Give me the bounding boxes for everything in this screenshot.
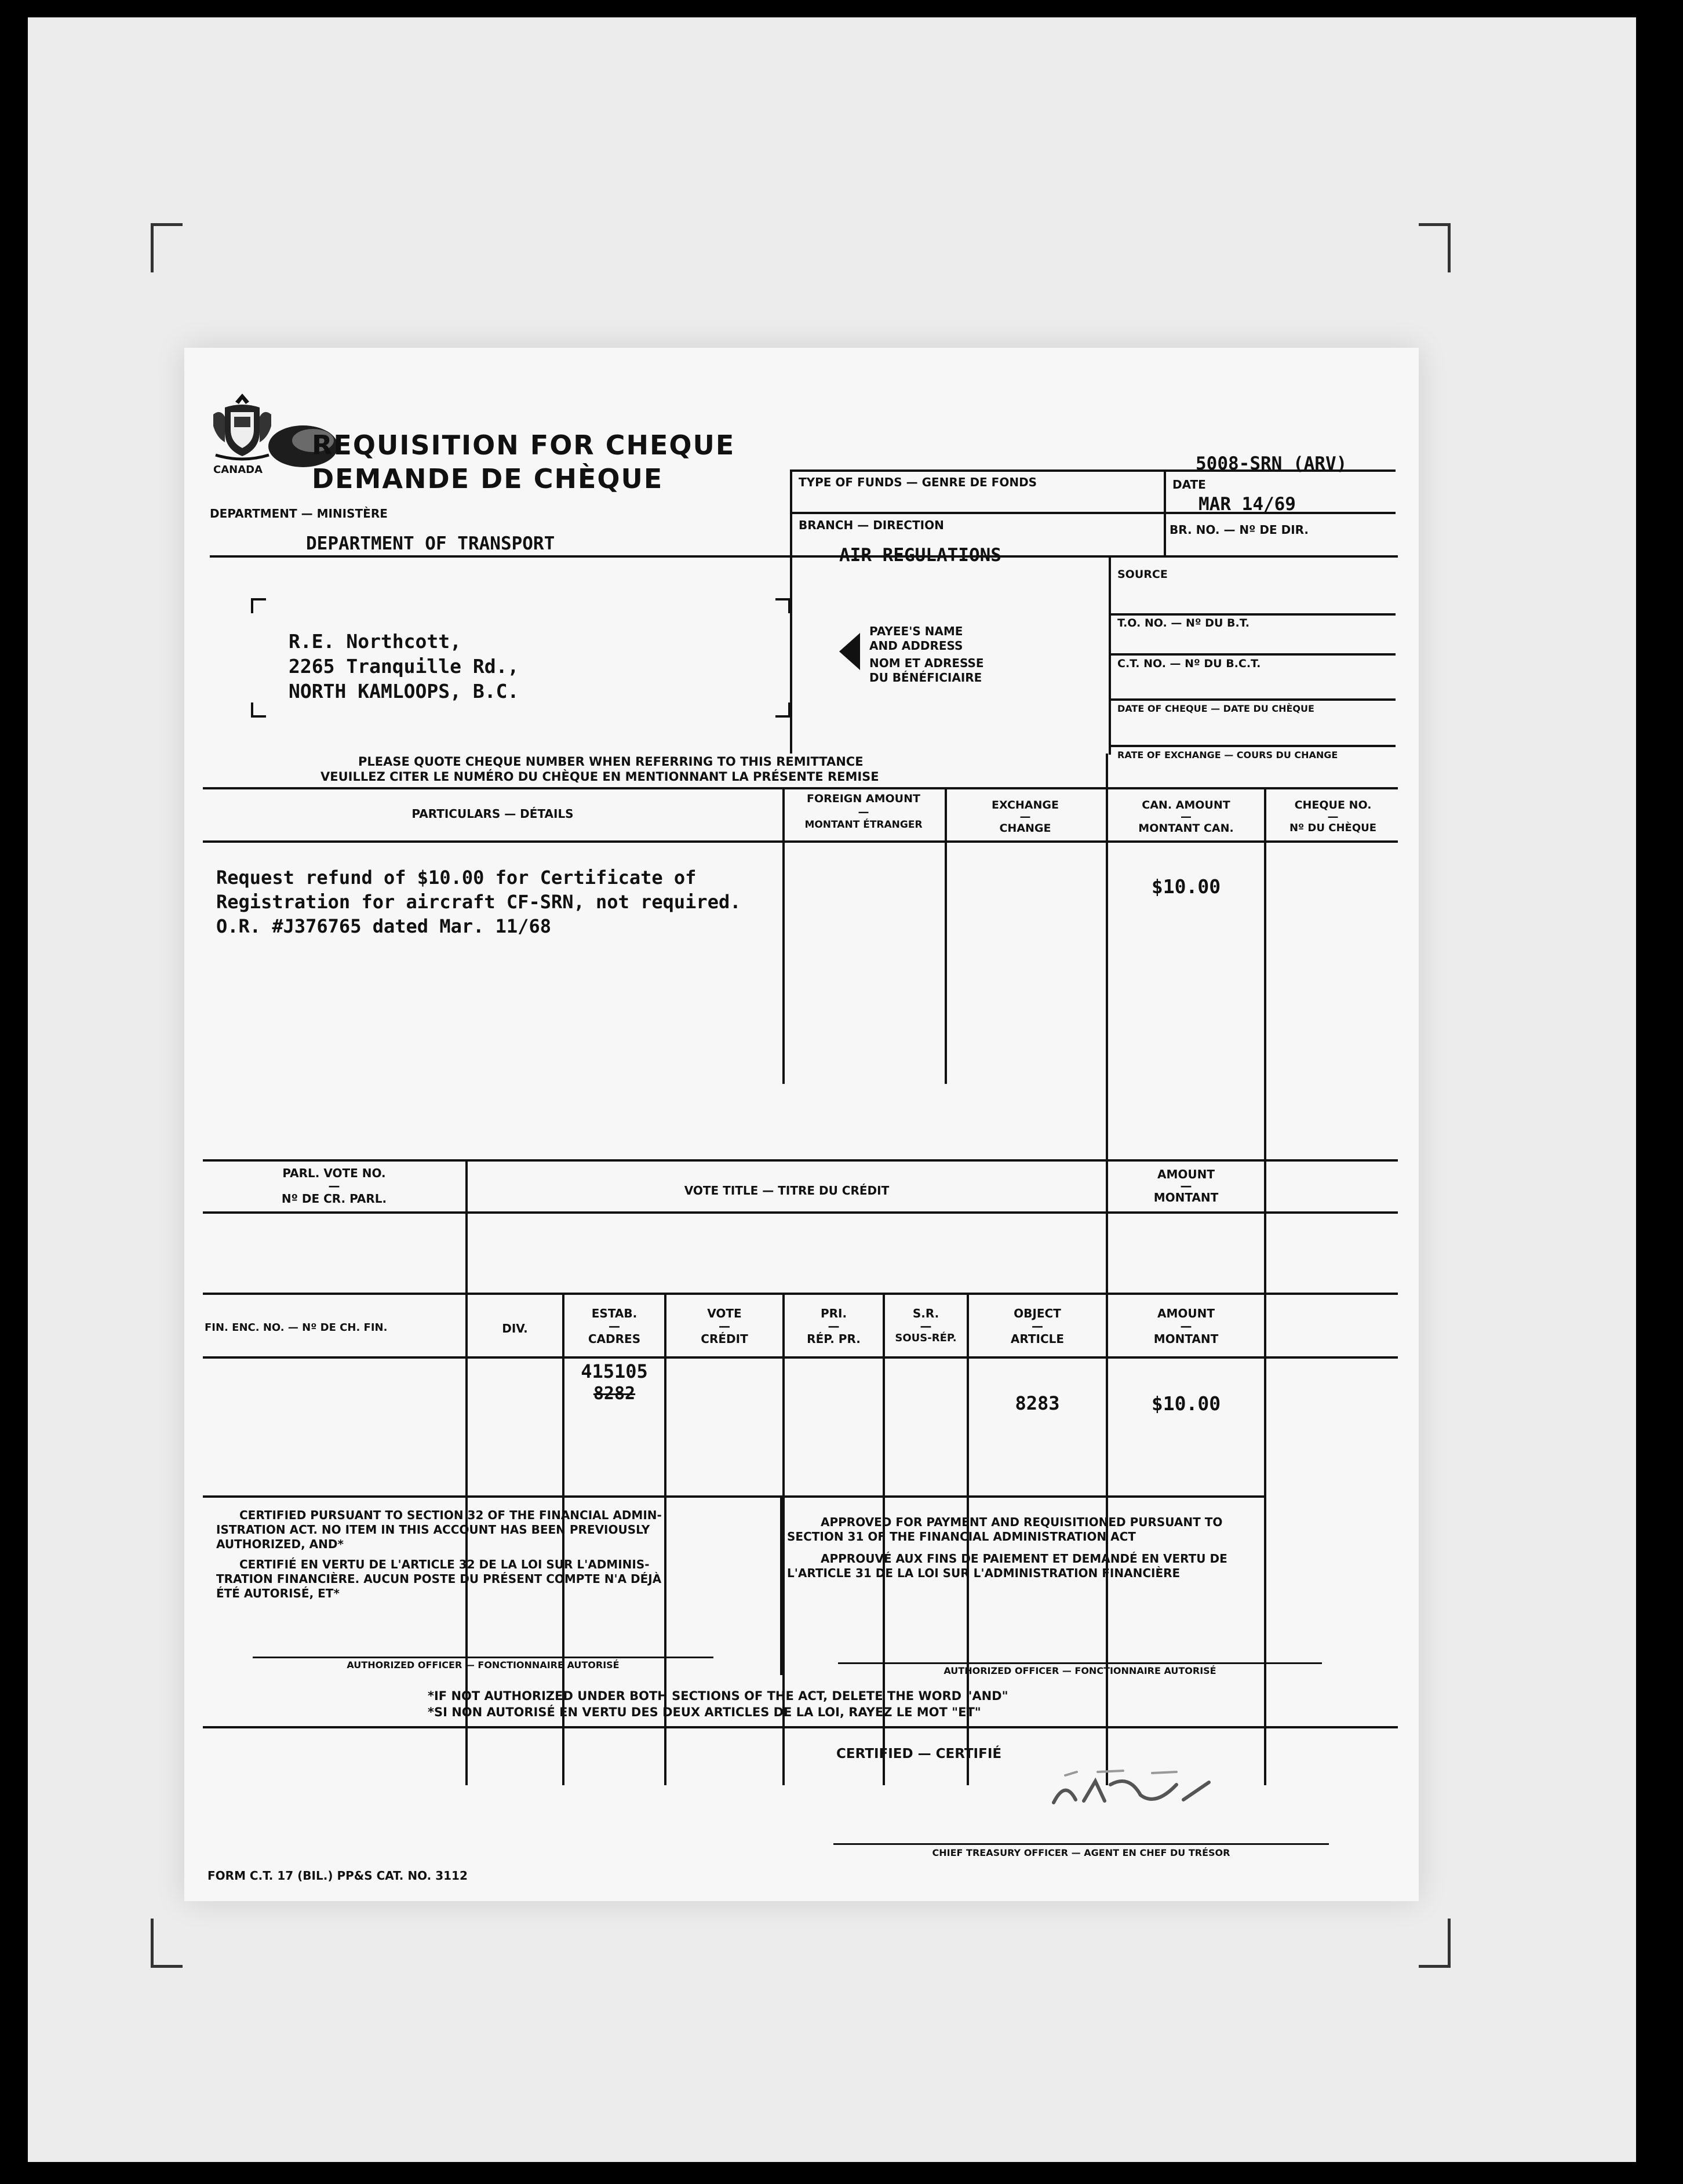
can-amount-value: $10.00 [1151,875,1221,898]
reference-number: 5008-SRN (ARV) [1196,453,1347,474]
department-label: DEPARTMENT — MINISTÈRE [210,507,388,520]
department-rule [210,555,1398,558]
col-rule-can-amount [1106,754,1108,1785]
coding-top-rule [203,1293,1398,1295]
object-value: 8283 [1015,1392,1060,1414]
col-cheque-no-header-2: Nº DU CHÈQUE [1289,822,1377,834]
vote-top-rule [203,1159,1398,1162]
department-value: DEPARTMENT OF TRANSPORT [306,533,555,554]
quote-cheque-french: VEUILLEZ CITER LE NUMÉRO DU CHÈQUE EN MENTIONNANT LA PRÉSENTE REMISE [320,770,879,784]
certified-left-fr-3: ÉTÉ AUTORISÉ, ET* [216,1586,340,1600]
signature-line-left [253,1657,713,1658]
col-exchange-header-1: EXCHANGE [992,799,1059,811]
footnote-french: *SI NON AUTORISÉ EN VERTU DES DEUX ARTICLES DE LA LOI, RAYEZ LE MOT "ET" [428,1705,981,1719]
particulars-line-1: Request refund of $10.00 for Certificate of [216,867,697,889]
footnote-english: *IF NOT AUTHORIZED UNDER BOTH SECTIONS OF THE ACT, DELETE THE WORD "AND" [428,1689,1008,1703]
vote-code-header-dash: — [719,1319,730,1333]
branch-number-label: BR. NO. — Nº DE DIR. [1170,523,1309,537]
estab-header-dash: — [609,1319,620,1333]
particulars-line-2: Registration for aircraft CF-SRN, not required. [216,891,741,913]
arrow-left-icon [839,633,860,670]
form-number: FORM C.T. 17 (BIL.) PP&S CAT. NO. 3112 [207,1869,468,1883]
vote-code-header-1: VOTE [707,1306,742,1320]
vote-code-header-2: CRÉDIT [701,1332,748,1346]
authorized-officer-left: AUTHORIZED OFFICER — FONCTIONNAIRE AUTORISÉ [347,1659,620,1670]
pri-header-2: RÉP. PR. [807,1332,861,1346]
ct-number-rule [1109,698,1396,701]
cheque-requisition-form [184,348,1419,1901]
crop-mark-bottom-right [1419,1919,1451,1968]
sr-header-dash: — [920,1319,932,1333]
col-exchange-header-dash: — [1019,810,1031,823]
handwritten-initials [1042,1759,1216,1817]
quote-cheque-english: PLEASE QUOTE CHEQUE NUMBER WHEN REFERRING TO THIS REMITTANCE [358,755,864,769]
approved-right-en-1: APPROVED FOR PAYMENT AND REQUISITIONED PURSUANT TO [821,1515,1223,1529]
parl-vote-header-1: PARL. VOTE NO. [282,1166,386,1180]
vote-amount-header-dash: — [1180,1179,1192,1193]
to-number-rule [1109,653,1396,656]
crop-mark-top-right [1419,223,1451,272]
date-of-cheque-rule [1109,745,1396,747]
coding-amount-header-dash: — [1180,1319,1192,1333]
object-header-1: OBJECT [1014,1306,1061,1320]
certified-top-rule [203,1726,1398,1728]
window-corner-bottom-right [775,702,790,718]
crop-mark-top-left [151,223,183,272]
certified-left-en-2: ISTRATION ACT. NO ITEM IN THIS ACCOUNT HAS BEEN PREVIOUSLY [216,1523,650,1537]
payee-label-en-1: PAYEE'S NAME [869,624,963,638]
col-rule-cheque-no [1264,787,1266,1785]
coding-amount-header-1: AMOUNT [1157,1306,1215,1320]
estab-value: 415105 [581,1360,648,1382]
col-can-amount-header-dash: — [1181,810,1192,823]
vote-amount-header-1: AMOUNT [1157,1167,1215,1181]
pri-header-1: PRI. [820,1306,847,1320]
payee-label-en-2: AND ADDRESS [869,639,963,653]
coat-caption: CANADA [213,464,263,476]
certified-left-fr-2: TRATION FINANCIÈRE. AUCUN POSTE DU PRÉSENT COMPTE N'A DÉJÀ [216,1572,662,1586]
header-branch-rule [790,512,1396,514]
vote-title-header: VOTE TITLE — TITRE DU CRÉDIT [684,1184,890,1197]
particulars-head-rule [203,840,1398,843]
date-label: DATE [1172,478,1206,492]
type-of-funds-label: TYPE OF FUNDS — GENRE DE FONDS [799,475,1037,489]
object-header-dash: — [1032,1319,1043,1333]
approved-right-en-2: SECTION 31 OF THE FINANCIAL ADMINISTRATION ACT [787,1530,1136,1544]
payee-street: 2265 Tranquille Rd., [289,655,519,678]
title-english: REQUISITION FOR CHEQUE [312,429,735,461]
branch-value: AIR REGULATIONS [839,545,1001,566]
to-number-label: T.O. NO. — Nº DU B.T. [1117,617,1250,629]
approved-right-fr-2: L'ARTICLE 31 DE LA LOI SUR L'ADMINISTRATION FINANCIÈRE [787,1566,1181,1580]
col-can-amount-header-2: MONTANT CAN. [1138,822,1234,835]
chief-treasury-label: CHIEF TREASURY OFFICER — AGENT EN CHEF DU TRÉSOR [932,1847,1230,1858]
coding-amount-header-2: MONTANT [1153,1332,1219,1346]
estab-header-1: ESTAB. [591,1306,638,1320]
rate-of-exchange-label: RATE OF EXCHANGE — COURS DU CHANGE [1117,749,1338,760]
chief-treasury-line [833,1843,1329,1845]
approved-right-fr-1: APPROUVÉ AUX FINS DE PAIEMENT ET DEMANDÉ EN VERTU DE [821,1552,1227,1566]
col-can-amount-header-1: CAN. AMOUNT [1142,799,1230,811]
crop-mark-bottom-left [151,1919,183,1968]
col-cheque-no-header-dash: — [1327,810,1339,823]
signature-line-right [838,1662,1322,1664]
ct-number-label: C.T. NO. — Nº DU B.C.T. [1117,657,1261,670]
coding-amount-value: $10.00 [1151,1392,1221,1415]
particulars-top-rule [203,787,1398,789]
pri-header-dash: — [828,1319,840,1333]
window-corner-top-right [775,598,790,613]
col-foreign-header-2: MONTANT ÉTRANGER [804,819,923,831]
sr-header-1: S.R. [912,1306,939,1320]
payee-label-fr-2: DU BÉNÉFICIAIRE [869,671,982,685]
branch-label: BRANCH — DIRECTION [799,518,944,532]
vote-amount-header-2: MONTANT [1153,1191,1219,1204]
fin-enc-header: FIN. ENC. NO. — Nº DE CH. FIN. [205,1322,388,1334]
photo-paper [28,17,1636,2162]
col-foreign-header-dash: — [858,806,869,818]
col-foreign-header-1: FOREIGN AMOUNT [807,792,920,805]
certified-left-en-1: CERTIFIED PURSUANT TO SECTION 32 OF THE FINANCIAL ADMIN- [239,1508,662,1522]
particulars-line-3: O.R. #J376765 dated Mar. 11/68 [216,915,551,937]
object-header-2: ARTICLE [1010,1332,1065,1346]
col-exchange-header-2: CHANGE [999,822,1051,835]
div-header: DIV. [502,1322,528,1335]
certified-left-fr-1: CERTIFIÉ EN VERTU DE L'ARTICLE 32 DE LA LOI SUR L'ADMINIS- [239,1557,650,1571]
date-value: MAR 14/69 [1198,494,1296,515]
authorized-officer-right: AUTHORIZED OFFICER — FONCTIONNAIRE AUTORISÉ [944,1665,1216,1676]
payee-label-fr-1: NOM ET ADRESSE [869,656,984,670]
estab-header-2: CADRES [588,1332,641,1346]
sr-header-2: SOUS-RÉP. [895,1332,957,1344]
certified-left-en-3: AUTHORIZED, AND* [216,1537,344,1551]
coding-head-rule [203,1356,1398,1359]
date-of-cheque-label: DATE OF CHEQUE — DATE DU CHÈQUE [1117,703,1314,714]
parl-vote-header-2: Nº DE CR. PARL. [281,1192,387,1206]
vote-head-rule [203,1211,1398,1214]
col-cheque-no-header-1: CHEQUE NO. [1294,799,1372,811]
window-corner-bottom-left [251,702,266,718]
certification-top-rule [203,1495,1264,1498]
title-french: DEMANDE DE CHÈQUE [312,463,664,494]
col-particulars-header: PARTICULARS — DÉTAILS [411,807,574,821]
payee-name: R.E. Northcott, [289,630,462,653]
certified-label: CERTIFIED — CERTIFIÉ [836,1746,1002,1761]
payee-city: NORTH KAMLOOPS, B.C. [289,680,519,702]
certification-split-rule [780,1495,782,1675]
estab-value-struck: 8282 [593,1384,636,1404]
source-label: SOURCE [1117,568,1168,581]
parl-vote-header-dash: — [328,1179,340,1193]
window-corner-top-left [251,598,266,613]
right-fields-rule [1109,558,1111,755]
